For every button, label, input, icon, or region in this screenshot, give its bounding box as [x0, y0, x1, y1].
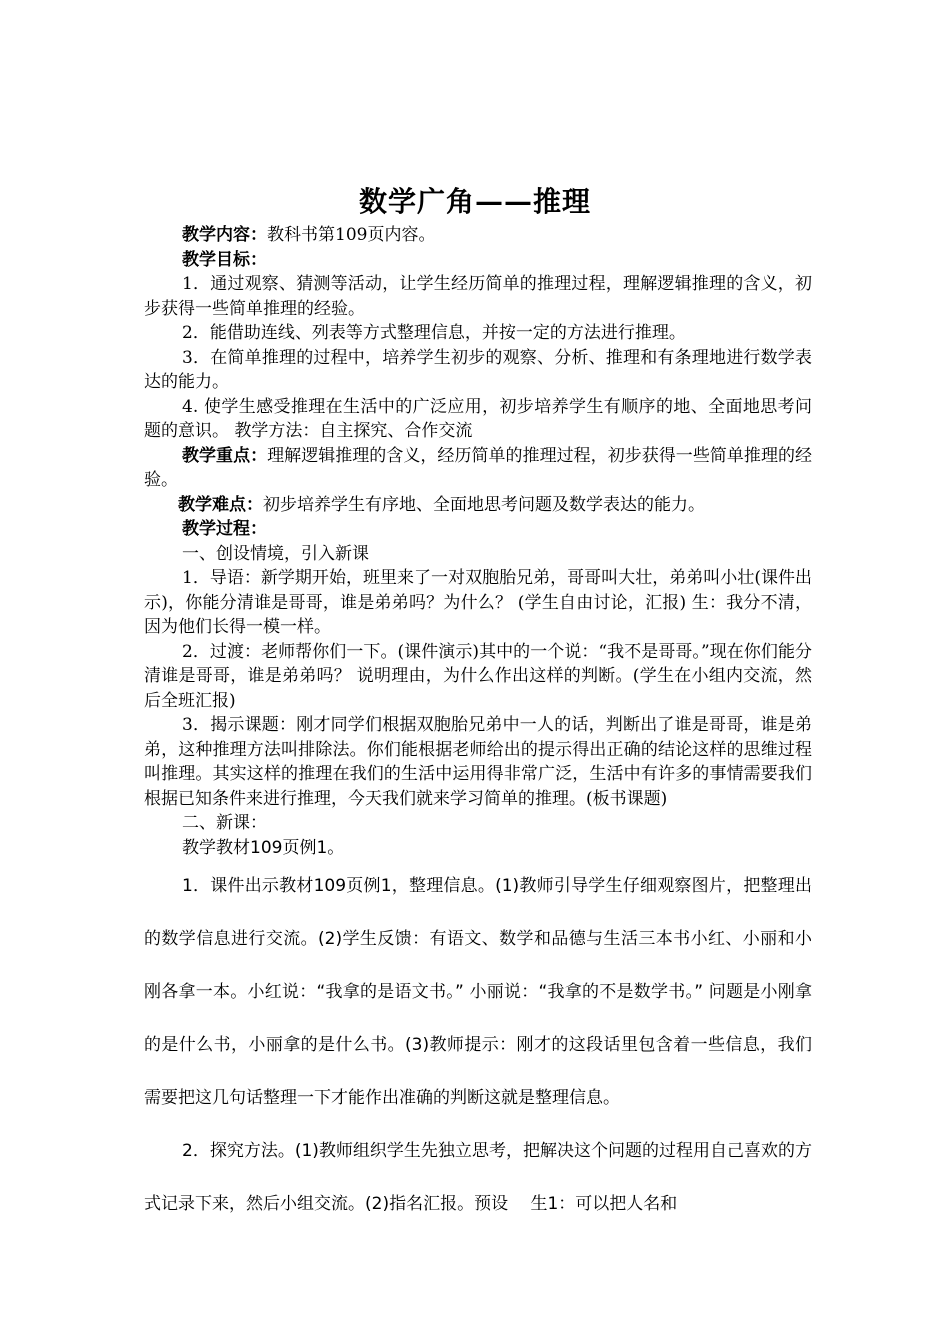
process-paragraph-2: 2．过渡：老师帮你们一下。(课件演示)其中的一个说：“我不是哥哥。”现在你们能分清谁是哥哥，谁是弟弟吗？ 说明理由，为什么作出这样的判断。(学生在小组内交流，然后全班汇报): [144, 641, 812, 711]
difficulty-text: 初步培养学生有序地、全面地思考问题及数学表达的能力。: [263, 494, 705, 515]
teaching-process-label: 教学过程：: [182, 519, 267, 539]
teaching-keypoint: [144, 444, 812, 493]
process-paragraph-5: 2．探究方法。(1)教师组织学生先独立思考，把解决这个问题的过程用自己喜欢的方式记录下来，然后小组交流。(2)指名汇报。预设 生1：可以把人名和: [144, 1141, 812, 1214]
document-body: [144, 223, 812, 1231]
document-title: 数学广角——推理: [358, 185, 591, 218]
teaching-difficulty: [144, 493, 812, 518]
example-heading: 教学教材109页例1。: [182, 837, 345, 858]
section-heading-1: 一、创设情境，引入新课: [182, 543, 369, 564]
process-paragraph-4: 1．课件出示教材109页例1，整理信息。(1)教师引导学生仔细观察图片，把整理出的数学信息进行交流。(2)学生反馈：有语文、数学和品德与生活三本书小红、小丽和小刚各拿一本。小红说：“我拿的是语文书。” 小丽说：“我拿的不是数学书。” 问题是小刚拿的是什么书，小丽拿的是什么书。(3)教师提示：刚才的这段话里包含着一些信息，我们需要把这几句话整理一下才能作出准确的判断这就是整理信息。: [144, 876, 812, 1108]
teaching-goals-label: 教学目标：: [182, 249, 267, 270]
teaching-content-text: 教科书第109页内容。: [267, 225, 436, 245]
section-heading-2: 二、新课：: [182, 813, 267, 833]
teaching-content: [144, 223, 812, 248]
goal-item-1: 1．通过观察、猜测等活动，让学生经历简单的推理过程，理解逻辑推理的含义，初步获得一些简单推理的经验。: [144, 274, 812, 319]
process-paragraph-1: 1．导语：新学期开始，班里来了一对双胞胎兄弟，哥哥叫大壮，弟弟叫小壮(课件出示)，你能分清谁是哥哥，谁是弟弟吗？为什么？ (学生自由讨论，汇报) 生：我分不清，因为他们长得一模一样。: [144, 568, 812, 637]
teaching-content-label: 教学内容：: [182, 225, 267, 245]
difficulty-label: 教学难点：: [178, 494, 263, 515]
keypoint-text: 理解逻辑推理的含义，经历简单的推理过程，初步获得一些简单推理的经验。: [144, 445, 813, 490]
keypoint-label: 教学重点：: [182, 445, 268, 466]
goal-item-2: 2．能借助连线、列表等方式整理信息，并按一定的方法进行推理。: [182, 323, 686, 343]
goal-item-3: 3．在简单推理的过程中，培养学生初步的观察、分析、推理和有条理地进行数学表达的能力。: [144, 347, 812, 392]
process-paragraph-3: 3．揭示课题：刚才同学们根据双胞胎兄弟中一人的话，判断出了谁是哥哥，谁是弟弟，这种推理方法叫排除法。你们能根据老师给出的提示得出正确的结论这样的思维过程叫推理。其实这样的推理在我们的生活中运用得非常广泛，生活中有许多的事情需要我们根据已知条件来进行推理，今天我们就来学习简单的推理。(板书课题): [144, 715, 812, 809]
goal-item-4: 4. 使学生感受推理在生活中的广泛应用，初步培养学生有顺序的地、全面地思考问题的意识。 教学方法：自主探究、合作交流: [144, 396, 812, 441]
